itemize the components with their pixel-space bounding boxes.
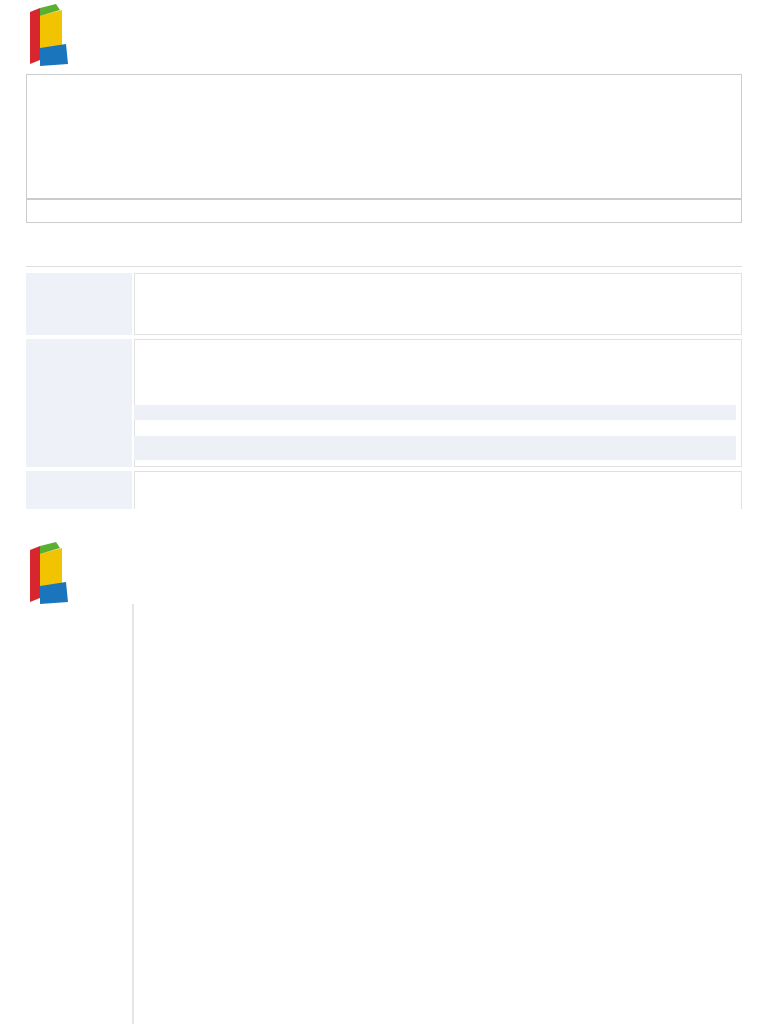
table-row: [134, 421, 736, 435]
qr-app-store[interactable]: [482, 83, 572, 175]
qr-google-play[interactable]: [612, 83, 702, 175]
qr-creditcontrol[interactable]: [352, 83, 442, 175]
documents-side-label: [26, 339, 132, 467]
logo: [26, 540, 114, 609]
bureau-logo-icon: [26, 2, 114, 66]
addresses-table: [134, 471, 742, 509]
addresses-side-label: [26, 471, 132, 509]
subject-side-label: [26, 273, 132, 335]
divider: [132, 604, 134, 1024]
subject-table: [134, 273, 742, 335]
bureau-logo-icon: [26, 540, 114, 604]
authenticity-warning: [26, 199, 742, 223]
qr-code-icon: [614, 83, 700, 169]
table-row: [134, 405, 736, 420]
table-row: [134, 436, 736, 460]
qr-code-icon: [484, 83, 570, 169]
logo: [26, 2, 114, 71]
divider: [26, 266, 742, 267]
promo-banner: [26, 74, 742, 199]
qr-code-icon: [354, 83, 440, 169]
